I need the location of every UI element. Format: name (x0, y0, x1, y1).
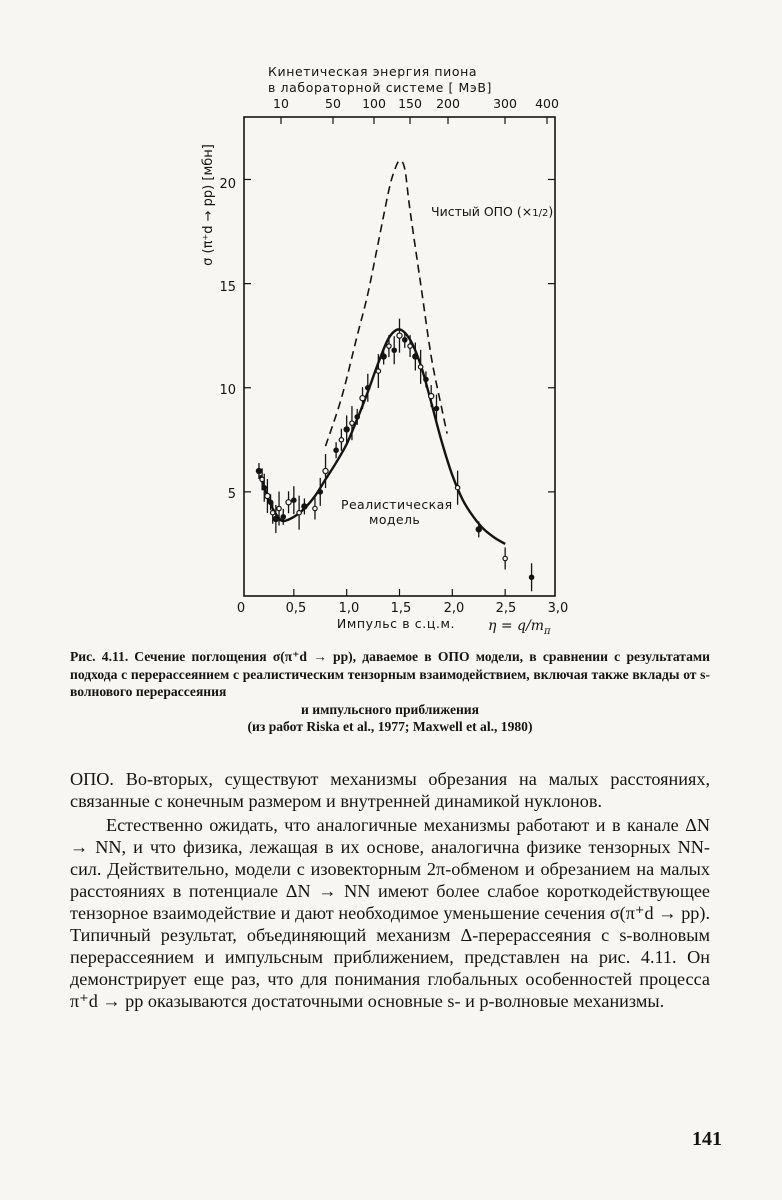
point-marker (334, 448, 338, 452)
point-marker (318, 490, 322, 494)
x-tick-2-5: 2,5 (495, 601, 517, 616)
point-marker (297, 510, 301, 514)
data-point (429, 385, 434, 407)
point-marker (350, 421, 354, 425)
point-marker (529, 575, 533, 579)
label-pure-ope: Чистый ОПО (×1/2) (431, 204, 554, 219)
caption-line-2: и импульсного приближения (301, 701, 479, 717)
data-point (529, 563, 533, 591)
point-marker (381, 354, 386, 359)
point-marker (292, 498, 296, 502)
data-point (318, 478, 322, 506)
point-marker (262, 486, 266, 490)
data-point (334, 442, 338, 458)
point-marker (476, 527, 481, 532)
caption-source: (из работ Riska et al., 1977; Maxwell et al., 1980) (247, 719, 533, 734)
top-axis-title-1: Кинетическая энергия пиона (268, 64, 478, 79)
point-marker (408, 344, 412, 348)
point-marker (271, 510, 275, 514)
point-marker (273, 516, 278, 521)
point-marker (355, 415, 359, 419)
data-point (265, 479, 270, 513)
top-tick-400: 400 (535, 96, 559, 111)
data-point (339, 429, 343, 451)
y-tick-labels (219, 177, 236, 502)
body-text (70, 768, 710, 1012)
point-marker (424, 377, 428, 381)
top-axis-title-2: в лабораторной системе [ МэВ] (268, 80, 493, 95)
data-point (292, 486, 296, 514)
top-tick-300: 300 (493, 96, 517, 111)
point-marker (302, 504, 307, 509)
x-tick-0: 0 (236, 601, 246, 616)
data-point (476, 521, 481, 537)
point-marker (344, 427, 349, 432)
label-realistic-2: модель (369, 512, 421, 527)
point-marker (418, 365, 422, 369)
point-marker (429, 393, 434, 398)
paragraph-1: ОПО. Во-вторых, существуют механизмы обрезания на малых расстояниях, связанные с конечным размером и внутренней динамикой нуклонов. (70, 769, 710, 811)
x-axis-title: Импульс в с.ц.м. (336, 616, 456, 631)
page-number: 141 (692, 1128, 722, 1150)
data-point (281, 509, 285, 525)
x-eta-label: $\eta = q/m_\pi$ (488, 618, 551, 637)
y-tick-15: 15 (219, 280, 236, 295)
point-marker (323, 468, 328, 473)
x-tick-3-0: 3,0 (547, 601, 569, 616)
x-tick-1-0: 1,0 (338, 601, 360, 616)
y-tick-10: 10 (219, 383, 236, 398)
point-marker (387, 344, 391, 348)
x-tick-2-0: 2,0 (443, 601, 465, 616)
y-tick-20: 20 (219, 177, 236, 192)
point-marker (397, 333, 402, 338)
data-point (418, 350, 422, 384)
top-tick-10: 10 (273, 96, 289, 111)
top-tick-200: 200 (436, 96, 460, 111)
data-point (286, 491, 291, 513)
point-marker (392, 348, 396, 352)
point-marker (503, 556, 507, 560)
point-marker (286, 500, 291, 505)
data-point (455, 471, 459, 505)
data-point (297, 496, 301, 530)
data-point (302, 498, 307, 514)
point-marker (339, 438, 343, 442)
data-point (397, 319, 402, 353)
point-marker (455, 486, 459, 490)
top-tick-labels (273, 96, 559, 111)
caption-line-1: Сечение поглощения σ(π⁺d → pp), даваемое в ОПО модели, в сравнении с результатами подхода с перерассеянием с реалистическим тензорным взаимодействием, включая также вклады от s-волнового перерассеяния (70, 649, 710, 699)
figure-caption (70, 648, 710, 736)
experimental-points (256, 319, 533, 592)
point-marker (360, 396, 365, 401)
x-tick-labels (237, 601, 568, 616)
paragraph-2: Естественно ожидать, что аналогичные механизмы работают и в канале ΔN → NN, и что физика, лежащая в их основе, аналогична физике тензорных NN-сил. Действительно, модели с изовекторным 2π-обменом и обрезанием на малых расстояниях в потенциале ΔN → NN имеют более слабое короткодействующее тензорное взаимодействие и дают необходимое уменьшение сечения σ(π⁺d → pp). Типичный результат, объединяющий механизм Δ-перерассеяния с s-волновым перерассеянием и импульсным приближением, представлен на рис. 4.11. Он демонстрирует еще раз, что для понимания глобальных особенностей процесса π⁺d → pp оказываются достаточными основные s- и p-волновые механизмы. (70, 815, 710, 1011)
data-point (360, 387, 365, 409)
y-axis-title: σ (π⁺d → pp) [мбн] (201, 144, 216, 266)
caption-main (70, 648, 710, 701)
label-realistic-1: Реалистическая (341, 497, 453, 512)
point-marker (376, 369, 380, 373)
top-tick-50: 50 (325, 96, 341, 111)
top-tick-150: 150 (398, 96, 422, 111)
top-tick-100: 100 (362, 96, 386, 111)
x-tick-0-5: 0,5 (285, 601, 307, 616)
pure-ope-curve (326, 161, 448, 446)
data-point (313, 498, 317, 520)
y-tick-5: 5 (227, 487, 236, 502)
caption-fig-label: Рис. 4.11. (70, 649, 129, 664)
point-marker (434, 406, 438, 410)
data-point (503, 548, 507, 570)
point-marker (313, 506, 317, 510)
point-marker (403, 338, 407, 342)
point-marker (413, 354, 418, 359)
point-marker (277, 506, 281, 510)
data-point (392, 336, 396, 364)
x-tick-1-5: 1,5 (390, 601, 412, 616)
point-marker (265, 493, 270, 498)
point-marker (281, 515, 285, 519)
point-marker (256, 468, 261, 473)
point-marker (366, 386, 370, 390)
